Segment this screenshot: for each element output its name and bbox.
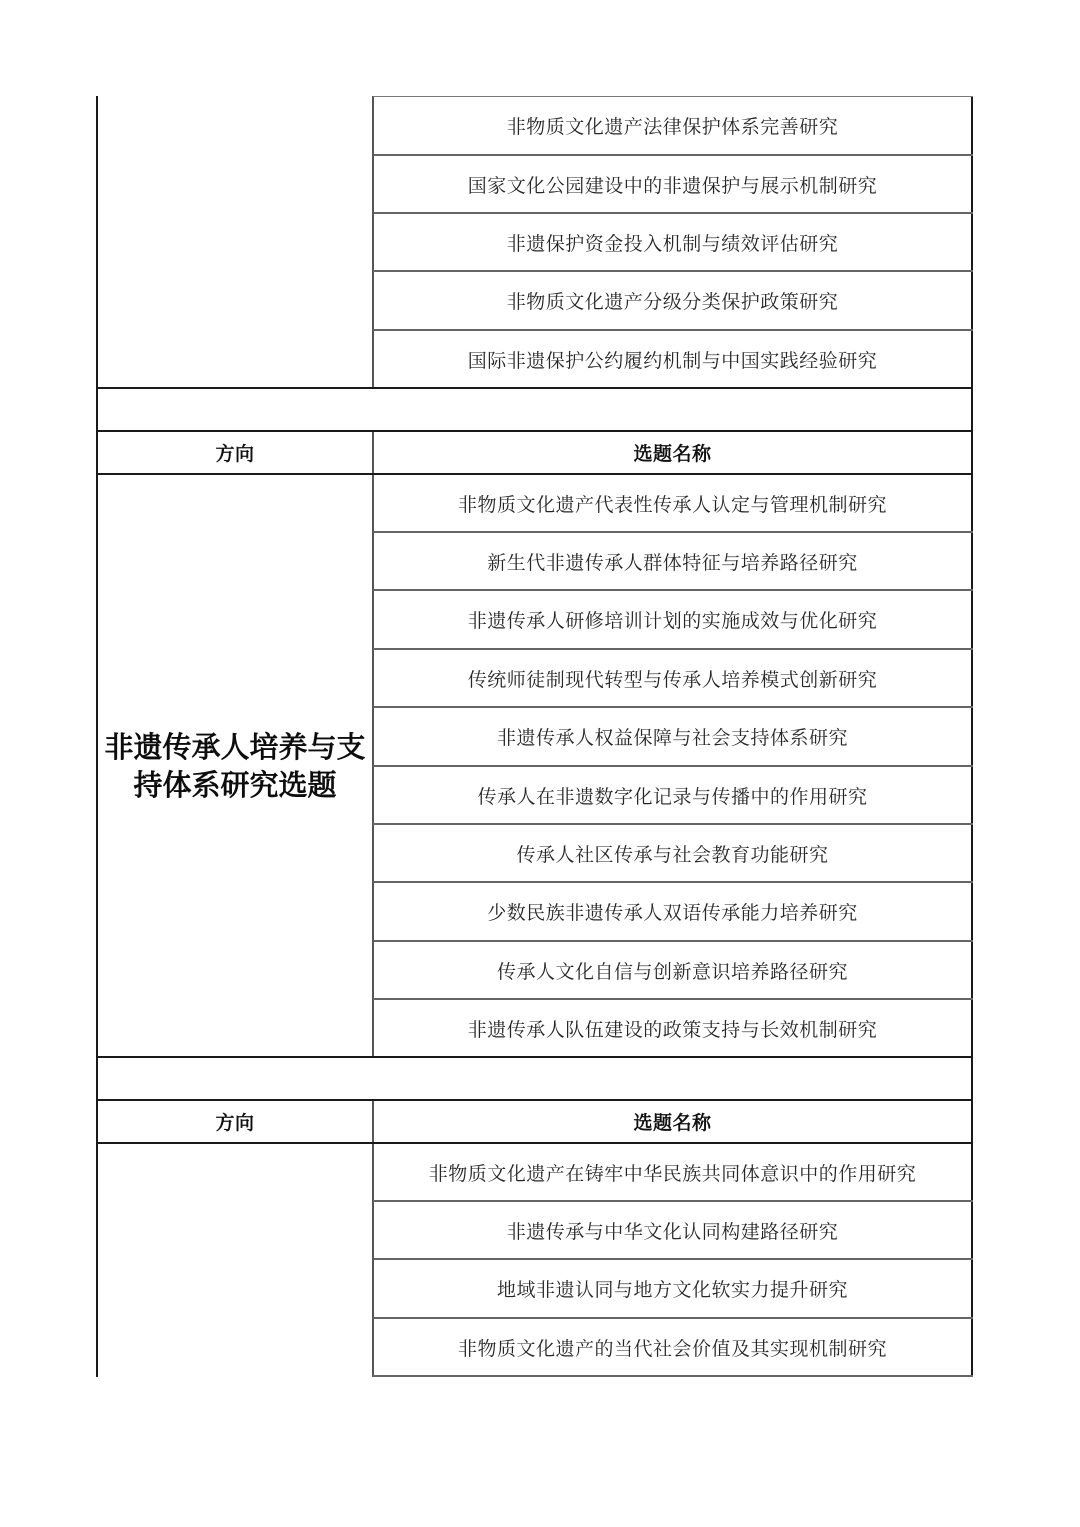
- spacer2-right-border: [971, 1057, 973, 1100]
- header-topic: [374, 1101, 971, 1142]
- topic-cell: [374, 97, 971, 154]
- block1-bottom-border: [96, 387, 973, 389]
- topic-cell: [374, 214, 971, 270]
- topic-cell: [374, 1000, 971, 1056]
- header-topic-label: 选题名称: [633, 1112, 712, 1134]
- topic-cell: [374, 533, 971, 589]
- topic-cell: [374, 591, 971, 648]
- topic-text: 非物质文化遗产在铸牢中华民族共同体意识中的作用研究: [428, 1162, 917, 1185]
- topic-text: 非遗传承人研修培训计划的实施成效与优化研究: [467, 610, 878, 632]
- topic-cell: [374, 331, 971, 387]
- topic-text: 非遗保护资金投入机制与绩效评估研究: [506, 232, 839, 255]
- topic-text: 非遗传承人权益保障与社会支持体系研究: [496, 727, 848, 749]
- topic-cell: [374, 475, 971, 531]
- topic-text: 地域非遗认同与地方文化软实力提升研究: [496, 1279, 848, 1301]
- topic-text: 非物质文化遗产代表性传承人认定与管理机制研究: [457, 493, 887, 516]
- topic-cell: [374, 650, 971, 706]
- topic-text: 新生代非遗传承人群体特征与培养路径研究: [487, 551, 858, 574]
- spacer1-right-border: [971, 388, 973, 431]
- topic-cell: [374, 767, 971, 823]
- topic-cell: [374, 156, 971, 212]
- topic-text: 非物质文化遗产的当代社会价值及其实现机制研究: [457, 1337, 887, 1360]
- header-topic: [374, 432, 971, 473]
- block2-bottom-border: [96, 1056, 973, 1058]
- topic-text: 国家文化公园建设中的非遗保护与展示机制研究: [467, 174, 878, 197]
- topic-text: 传统师徒制现代转型与传承人培养模式创新研究: [467, 668, 878, 691]
- row-divider: [373, 1375, 973, 1377]
- topic-cell: [374, 825, 971, 881]
- topic-cell: [374, 272, 971, 329]
- topic-cell: [374, 1202, 971, 1258]
- topic-text: 传承人在非遗数字化记录与传播中的作用研究: [477, 785, 868, 808]
- topic-text: 非物质文化遗产分级分类保护政策研究: [506, 291, 839, 313]
- topic-cell: [374, 1144, 971, 1200]
- topic-text: 传承人社区传承与社会教育功能研究: [516, 843, 829, 866]
- topic-cell: [374, 883, 971, 940]
- topic-text: 非遗传承与中华文化认同构建路径研究: [506, 1220, 839, 1243]
- header-topic-label: 选题名称: [633, 443, 712, 465]
- block2-right-border: [971, 431, 973, 1057]
- topic-cell: [374, 942, 971, 998]
- topic-text: 非遗传承人队伍建设的政策支持与长效机制研究: [467, 1018, 878, 1041]
- topic-cell: [374, 708, 971, 765]
- topic-cell: [374, 1260, 971, 1317]
- topic-cell: [374, 1319, 971, 1375]
- topic-text: 传承人文化自信与创新意识培养路径研究: [496, 960, 848, 983]
- header-direction-label: 方向: [215, 443, 255, 465]
- header-direction-label: 方向: [215, 1112, 255, 1134]
- header-direction: [98, 432, 372, 473]
- topic-text: 非物质文化遗产法律保护体系完善研究: [506, 116, 839, 138]
- topic-text: 少数民族非遗传承人双语传承能力培养研究: [487, 902, 858, 924]
- header-direction: [98, 1101, 372, 1142]
- block1-right-border: [971, 96, 973, 388]
- direction-label: 非遗传承人培养与支持体系研究选题: [104, 729, 366, 802]
- topic-text: 国际非遗保护公约履约机制与中国实践经验研究: [467, 349, 878, 372]
